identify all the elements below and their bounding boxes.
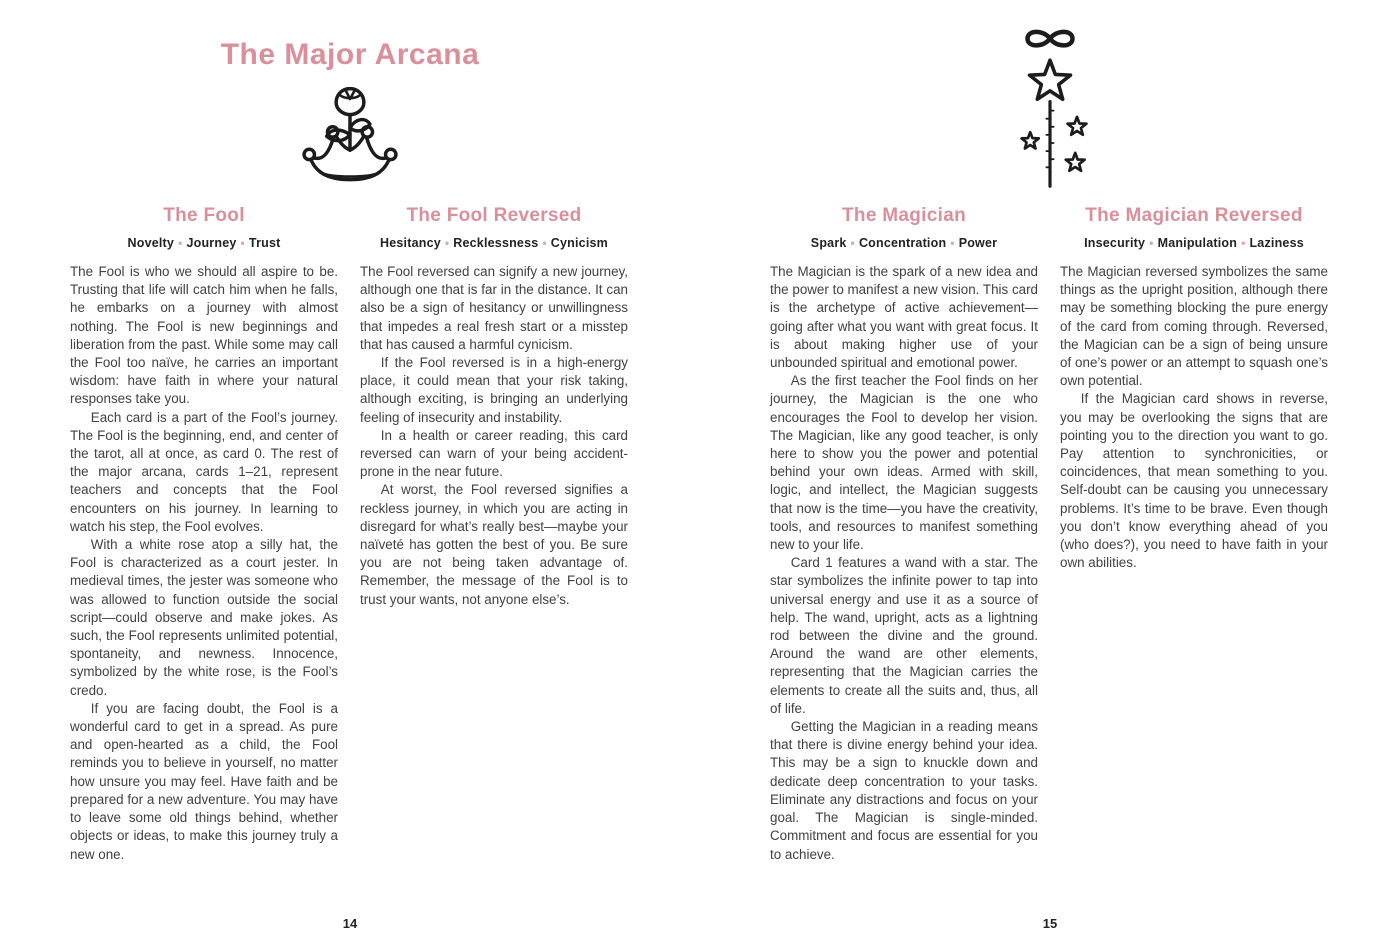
keyword: Journey [186, 236, 237, 250]
keyword: Laziness [1249, 236, 1304, 250]
paragraph: At worst, the Fool reversed signifies a reckless journey, in which you are acting in disregard for what’s really best—maybe your naïveté has gotten the best of you. Be sure you are not being taken advantage of. Remember, the message of the Fool is to trust your wants, not anyone else’s. [360, 482, 628, 607]
card-body [360, 263, 628, 609]
right-page-header [700, 0, 1400, 205]
card-body [70, 263, 338, 864]
keyword-bullet: • [1149, 236, 1154, 250]
chapter-title: The Major Arcana [220, 38, 480, 71]
book-page-right [700, 0, 1400, 952]
card-keywords [770, 236, 1038, 250]
paragraph: The Magician is the spark of a new idea and the power to manifest a new vision. This card is the archetype of active achievement—going after what you want with great focus. It is about making higher use of your unbounded spiritual and emotional power. [770, 264, 1038, 371]
paragraph: With a white rose atop a silly hat, the Fool is characterized as a court jester. In medieval times, the jester was someone who was allowed to function outside the social script—could observe and make jokes. As such, the Fool represents unlimited potential, spontaneity, and newness. Innocence, symbolized by the white rose, is the Fool’s credo. [70, 537, 338, 698]
page-number-left: 14 [342, 916, 358, 931]
keyword-bullet: • [950, 236, 955, 250]
magic-wand-infinity-icon [996, 0, 1104, 188]
left-page-header [0, 0, 700, 205]
card-heading: The Fool [163, 205, 245, 226]
paragraph: If you are facing doubt, the Fool is a wonderful card to get in a spread. As pure and open-hearted as a child, the Fool reminds you to believe in yourself, no matter how unsure you may feel. Have faith and be prepared for a new adventure. You may have to leave some old things behind, whether objects or ideas, to make this journey truly a new one. [70, 700, 338, 862]
right-page-columns [770, 205, 1328, 864]
keyword-bullet: • [444, 236, 450, 250]
card-heading: The Fool Reversed [406, 205, 582, 226]
paragraph: In a health or career reading, this card reversed can warn of your being accident-prone in the near future. [360, 427, 628, 480]
paragraph: The Fool reversed can signify a new journey, although one that is far in the distance. It can also be a sign of hesitancy or unwillingness that impedes a real fresh start or a misstep that has caused a harmful cynicism. [360, 264, 628, 352]
card-keywords [360, 236, 628, 250]
card-keywords [1060, 236, 1328, 250]
paragraph: If the Magician card shows in reverse, you may be overlooking the signs that are pointing you to the direction you want to go. Pay attention to synchronicities, or coincidences, that mean something to you. Self-doubt can be causing you unnecessary problems. It’s time to be brave. Even though you don’t know everything ahead of you (who does?), you need to have faith in your own abilities. [1060, 391, 1328, 571]
keyword: Cynicism [550, 236, 608, 250]
keyword-bullet: • [240, 236, 245, 250]
section-the-magician [770, 205, 1038, 864]
card-keywords [70, 236, 338, 250]
section-the-fool [70, 205, 338, 864]
keyword-bullet: • [542, 236, 547, 250]
paragraph: As the first teacher the Fool finds on her journey, the Magician is the one who encourages the Fool to develop her vision. The Magician, like any good teacher, is only here to show you the power and potential behind your own ideas. Armed with skill, logic, and intellect, the Magician suggests that now is the time—you have the creativity, tools, and resources to manifest something new to your life. [770, 373, 1038, 553]
page-number-right: 15 [1042, 916, 1058, 931]
card-heading: The Magician Reversed [1085, 205, 1303, 226]
paragraph: If the Fool reversed is in a high-energy place, it could mean that your risk taking, although exciting, is bringing an underlying feeling of insecurity and instability. [360, 355, 628, 425]
keyword: Manipulation [1157, 236, 1238, 250]
keyword: Concentration [858, 236, 947, 250]
keyword: Insecurity [1084, 236, 1146, 250]
keyword: Trust [248, 236, 281, 250]
keyword: Hesitancy [380, 236, 441, 250]
keyword-bullet: • [1241, 236, 1246, 250]
card-body [1060, 263, 1328, 572]
left-page-columns [70, 205, 628, 864]
keyword: Novelty [127, 236, 175, 250]
paragraph: The Fool is who we should all aspire to be. Trusting that life will catch him when he falls, he embarks on a journey with almost nothing. The Fool is new beginnings and liberation from the past. While some may call the Fool too naïve, he carries an important wisdom: have faith in where your natural responses take you. [70, 264, 338, 407]
section-the-magician-reversed [1060, 205, 1328, 864]
paragraph: Each card is a part of the Fool’s journey. The Fool is the beginning, end, and center of the tarot, all at once, as card 0. The rest of the major arcana, cards 1–21, represent teachers and concepts that the Fool encounters on his journey. In learning to watch his step, the Fool evolves. [70, 409, 338, 534]
paragraph: Getting the Magician in a reading means that there is divine energy behind your idea. This may be a sign to knuckle down and dedicate deep concentration to your tasks. Eliminate any distractions and focus on your goal. The Magician is single-minded. Commitment and focus are essential for you to achieve. [770, 719, 1038, 862]
keyword-bullet: • [850, 236, 855, 250]
paragraph: Card 1 features a wand with a star. The star symbolizes the infinite power to tap into universal energy and use it as a source of help. The wand, upright, acts as a lightning rod between the divine and the ground. Around the wand are other elements, representing that the Magician carries the elements to create all the suits and, thus, all of life. [770, 555, 1038, 716]
card-heading: The Magician [842, 205, 966, 226]
keyword: Recklessness [453, 236, 539, 250]
keyword-bullet: • [178, 236, 183, 250]
paragraph: The Magician reversed symbolizes the same things as the upright position, although there may be something blocking the pure energy of the card from coming through. Reversed, the Magician can be a sign of being unsure of one’s power or an attempt to squash one’s own potential. [1060, 264, 1328, 389]
jester-crown-rose-icon [298, 72, 402, 198]
keyword: Power [958, 236, 998, 250]
section-the-fool-reversed [360, 205, 628, 864]
keyword: Spark [810, 236, 847, 250]
card-body [770, 263, 1038, 864]
